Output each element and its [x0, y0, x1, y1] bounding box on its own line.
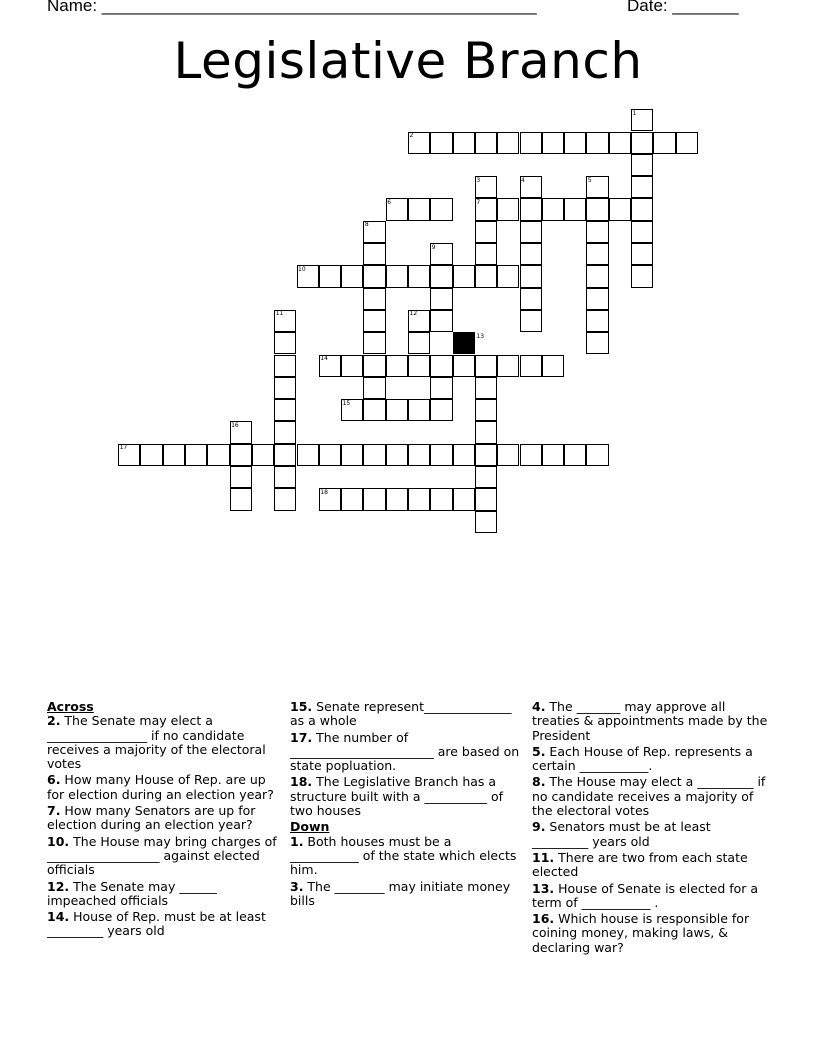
clue — [47, 910, 279, 939]
clue-text: House of Senate is elected for a term of ___________ . — [532, 880, 759, 910]
grid-cell[interactable] — [363, 310, 385, 332]
grid-cell[interactable] — [564, 198, 586, 220]
grid-cell[interactable] — [207, 444, 229, 466]
grid-cell[interactable] — [408, 488, 430, 510]
grid-cell[interactable] — [631, 265, 653, 287]
grid-cell[interactable] — [542, 355, 564, 377]
grid-cell[interactable] — [252, 444, 274, 466]
grid-cell[interactable] — [520, 221, 542, 243]
grid-cell[interactable] — [475, 444, 497, 466]
grid-cell[interactable] — [430, 488, 452, 510]
grid-cell[interactable] — [475, 421, 497, 443]
grid-cell[interactable] — [542, 444, 564, 466]
grid-cell[interactable] — [430, 399, 452, 421]
grid-cell[interactable] — [341, 355, 363, 377]
clue-text: How many Senators are up for election during an election year? — [47, 803, 256, 833]
clue-number-label: 10. — [47, 833, 70, 849]
grid-cell[interactable] — [408, 355, 430, 377]
clue-text: Senators must be at least _________ years old — [532, 819, 711, 849]
clue-number: 7 — [476, 198, 481, 206]
grid-cell[interactable] — [386, 355, 408, 377]
grid-cell[interactable] — [274, 332, 296, 354]
grid-cell[interactable] — [564, 132, 586, 154]
grid-cell[interactable] — [676, 132, 698, 154]
clue-number: 4 — [521, 176, 525, 184]
clue-number: 17 — [119, 444, 128, 452]
across-clue-list-continued — [290, 700, 524, 818]
grid-cell[interactable] — [453, 355, 475, 377]
clue-text: Which house is responsible for coining money, making laws, & declaring war? — [532, 911, 750, 955]
clues-column-2 — [290, 700, 524, 910]
grid-cell[interactable] — [230, 466, 252, 488]
grid-cell[interactable] — [453, 265, 475, 287]
clue-number: 10 — [298, 265, 306, 273]
clue — [532, 775, 770, 818]
clue — [47, 835, 279, 878]
grid-cell[interactable] — [408, 198, 430, 220]
grid-cell[interactable] — [408, 444, 430, 466]
clue-number: 15 — [342, 399, 351, 407]
grid-cell[interactable] — [363, 265, 385, 287]
grid-cell[interactable] — [319, 265, 341, 287]
clue-number: 16 — [231, 421, 239, 429]
clue-text: How many House of Rep. are up for election during an election year? — [47, 772, 274, 802]
grid-cell[interactable] — [274, 355, 296, 377]
clue — [532, 851, 770, 880]
grid-cell[interactable] — [542, 198, 564, 220]
grid-cell[interactable] — [520, 265, 542, 287]
grid-cell[interactable] — [586, 265, 608, 287]
across-heading: Across — [47, 699, 94, 714]
grid-cell[interactable] — [297, 444, 319, 466]
clue — [47, 880, 279, 909]
grid-cell[interactable] — [609, 198, 631, 220]
grid-cell[interactable] — [631, 154, 653, 176]
grid-cell[interactable] — [274, 444, 296, 466]
grid-cell[interactable] — [453, 488, 475, 510]
clue — [290, 880, 524, 909]
grid-cell[interactable] — [386, 399, 408, 421]
grid-cell[interactable] — [163, 444, 185, 466]
clue-text: Senate represent______________ as a whole — [290, 699, 512, 729]
clue-text: Each House of Rep. represents a certain ___________. — [532, 743, 753, 774]
grid-cell[interactable] — [586, 444, 608, 466]
clue-number-label: 3. — [290, 878, 304, 894]
grid-cell[interactable] — [520, 198, 542, 220]
clue-number: 18 — [320, 488, 328, 496]
clue-text: The number of _______________________ are based on state popluation. — [290, 729, 520, 774]
grid-cell[interactable] — [586, 198, 608, 220]
grid-cell[interactable] — [542, 132, 564, 154]
clue-number-label: 13. — [532, 880, 555, 896]
clue-number: 13 — [476, 332, 485, 340]
clue-number-label: 7. — [47, 803, 61, 819]
grid-cell[interactable] — [609, 132, 631, 154]
grid-cell[interactable] — [430, 265, 452, 287]
clue — [47, 804, 279, 833]
clue-number-label: 16. — [532, 911, 555, 927]
clue-number-label: 11. — [532, 849, 555, 865]
clue-text: The House may bring charges of __________________ against elected officials — [47, 833, 277, 878]
clue-number-label: 15. — [290, 699, 313, 714]
grid-cell[interactable] — [386, 488, 408, 510]
clue — [532, 745, 770, 774]
grid-cell[interactable] — [363, 488, 385, 510]
grid-cell[interactable] — [274, 488, 296, 510]
down-clue-list-continued — [532, 700, 770, 955]
clues-column-1 — [47, 700, 279, 941]
grid-cell[interactable] — [430, 377, 452, 399]
grid-cell[interactable] — [430, 288, 452, 310]
grid-cell[interactable] — [497, 444, 519, 466]
grid-cell[interactable] — [475, 132, 497, 154]
clue-number-label: 2. — [47, 713, 61, 729]
grid-cell[interactable] — [341, 265, 363, 287]
clue-number: 9 — [431, 243, 436, 251]
grid-cell[interactable] — [274, 399, 296, 421]
clue — [532, 700, 770, 743]
grid-cell[interactable] — [341, 444, 363, 466]
grid-cell[interactable] — [586, 332, 608, 354]
grid-cell[interactable] — [586, 221, 608, 243]
clue-text: The ________ may initiate money bills — [290, 878, 511, 908]
grid-cell[interactable] — [230, 488, 252, 510]
grid-cell[interactable] — [497, 132, 519, 154]
grid-cell[interactable] — [475, 355, 497, 377]
clue-text: The Legislative Branch has a structure built with a __________ of two houses — [290, 774, 504, 819]
grid-cell[interactable] — [586, 132, 608, 154]
clue-number-label: 9. — [532, 819, 546, 835]
grid-cell[interactable] — [408, 332, 430, 354]
clue-text: House of Rep. must be at least _________ years old — [47, 909, 266, 939]
grid-cell[interactable] — [453, 444, 475, 466]
grid-cell[interactable] — [453, 132, 475, 154]
grid-cell[interactable] — [408, 265, 430, 287]
grid-cell[interactable] — [497, 265, 519, 287]
clue-text: The Senate may elect a ________________ if no candidate receives a majority of the electoral votes — [47, 713, 266, 772]
grid-cell[interactable] — [430, 444, 452, 466]
grid-cell[interactable] — [230, 444, 252, 466]
clue-number-label: 14. — [47, 909, 70, 925]
grid-cell[interactable] — [274, 421, 296, 443]
grid-cell[interactable] — [475, 377, 497, 399]
clue — [290, 775, 524, 818]
clue — [290, 731, 524, 774]
black-cell — [453, 332, 475, 354]
grid-cell[interactable] — [274, 377, 296, 399]
grid-cell[interactable] — [631, 243, 653, 265]
grid-cell[interactable] — [430, 355, 452, 377]
clue — [532, 912, 770, 955]
grid-cell[interactable] — [475, 221, 497, 243]
down-clue-list — [290, 835, 524, 908]
clue-number: 14 — [320, 355, 328, 362]
clue-number: 12 — [409, 310, 418, 318]
grid-cell[interactable] — [631, 176, 653, 198]
grid-cell[interactable] — [475, 243, 497, 265]
clue-text: The House may elect a _________ if no candidate receives a majority of the electoral votes — [532, 774, 766, 819]
grid-cell[interactable] — [140, 444, 162, 466]
grid-cell[interactable] — [475, 265, 497, 287]
clue — [47, 773, 279, 802]
clue-number-label: 17. — [290, 729, 313, 745]
name-field[interactable]: Name: ______________________________________________ — [47, 0, 537, 15]
grid-cell[interactable] — [363, 332, 385, 354]
clue-number-label: 12. — [47, 878, 70, 894]
grid-cell[interactable] — [520, 132, 542, 154]
grid-cell[interactable] — [408, 399, 430, 421]
grid-cell[interactable] — [631, 132, 653, 154]
grid-cell[interactable] — [274, 466, 296, 488]
grid-cell[interactable] — [497, 198, 519, 220]
clue-number: 6 — [387, 198, 392, 206]
grid-cell[interactable] — [520, 310, 542, 332]
grid-cell[interactable] — [520, 444, 542, 466]
clue — [290, 835, 524, 878]
grid-cell[interactable] — [386, 265, 408, 287]
grid-cell[interactable] — [363, 399, 385, 421]
clue-text: There are two from each state elected — [532, 849, 748, 880]
grid-cell[interactable] — [586, 243, 608, 265]
grid-cell[interactable] — [430, 310, 452, 332]
clue-number-label: 8. — [532, 774, 546, 790]
clue-number-label: 1. — [290, 833, 304, 849]
grid-cell[interactable] — [631, 221, 653, 243]
clue-number-label: 6. — [47, 772, 61, 788]
grid-cell[interactable] — [586, 288, 608, 310]
grid-cell[interactable] — [497, 355, 519, 377]
grid-cell[interactable] — [475, 488, 497, 510]
clue-number: 5 — [587, 176, 592, 184]
clue-number-label: 5. — [532, 743, 546, 759]
grid-cell[interactable] — [363, 288, 385, 310]
grid-cell[interactable] — [520, 288, 542, 310]
grid-cell[interactable] — [520, 355, 542, 377]
grid-cell[interactable] — [185, 444, 207, 466]
clue — [532, 882, 770, 911]
grid-cell[interactable] — [319, 444, 341, 466]
grid-cell[interactable] — [430, 198, 452, 220]
grid-cell[interactable] — [363, 444, 385, 466]
clue-number: 1 — [632, 109, 637, 117]
clue-number: 3 — [476, 176, 481, 184]
grid-cell[interactable] — [363, 377, 385, 399]
grid-cell[interactable] — [475, 511, 497, 533]
grid-cell[interactable] — [386, 444, 408, 466]
grid-cell[interactable] — [430, 132, 452, 154]
clue-text: The _______ may approve all treaties & appointments made by the President — [532, 699, 768, 743]
header — [47, 0, 739, 16]
grid-cell[interactable] — [653, 132, 675, 154]
clue-number-label: 4. — [532, 699, 546, 714]
clue — [47, 714, 279, 771]
clue — [532, 820, 770, 849]
date-field[interactable]: Date: _______ — [627, 0, 739, 15]
clue-text: Both houses must be a ___________ of the state which elects him. — [290, 833, 517, 878]
across-clue-list — [47, 714, 279, 938]
down-heading: Down — [290, 819, 330, 835]
grid-cell[interactable] — [363, 243, 385, 265]
clue-number-label: 18. — [290, 774, 313, 790]
clue — [290, 700, 524, 729]
grid-cell[interactable] — [363, 355, 385, 377]
grid-cell[interactable] — [475, 466, 497, 488]
grid-cell[interactable] — [631, 198, 653, 220]
grid-cell[interactable] — [564, 444, 586, 466]
clue-number: 11 — [275, 310, 284, 318]
grid-cell[interactable] — [520, 243, 542, 265]
grid-cell[interactable] — [475, 399, 497, 421]
grid-cell[interactable] — [586, 310, 608, 332]
page-title: Legislative Branch — [173, 32, 643, 90]
grid-cell[interactable] — [341, 488, 363, 510]
clue-number: 2 — [409, 132, 414, 139]
clue-text: The Senate may ______ impeached officials — [47, 878, 217, 908]
clue-number: 8 — [364, 221, 369, 229]
clues-column-3 — [532, 700, 770, 957]
